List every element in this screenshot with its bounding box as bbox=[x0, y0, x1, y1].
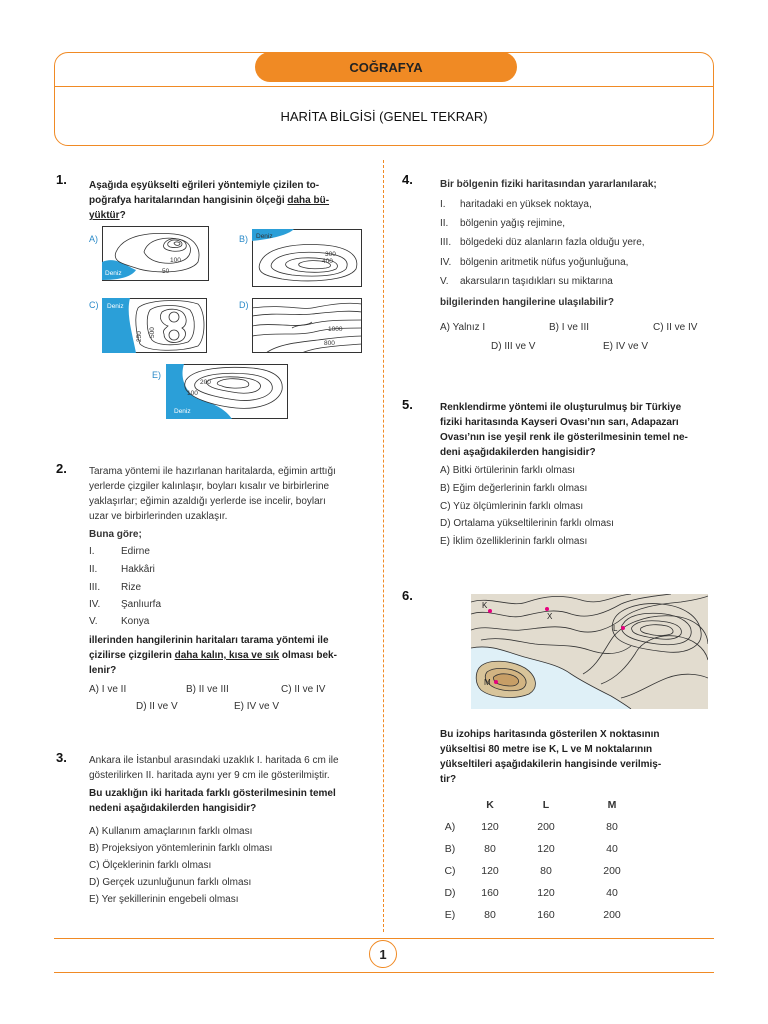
q6-table-cell: 120 bbox=[537, 843, 555, 855]
q3-choice-a[interactable]: A) Kullanım amaçlarının farklı olması bbox=[89, 826, 253, 837]
q6-table-row[interactable] bbox=[432, 882, 644, 904]
q1-stem-underline-2: yüktür bbox=[89, 210, 120, 221]
q4-choice-b[interactable]: B) I ve III bbox=[549, 322, 590, 333]
q5-ask-line: deni aşağıdakilerden hangisidir? bbox=[440, 447, 596, 458]
q1-c-sea-text: Deniz bbox=[107, 303, 124, 310]
q2-intro-line: yaklaşırlar; eğimin azaldığı yerlerde ise incelir, boyları bbox=[89, 496, 326, 507]
q5-ask-line: Ovası’nın ise yeşil renk ile gösterilmesinin temel ne- bbox=[440, 432, 688, 443]
q4-item-text: bölgenin aritmetik nüfus yoğunluğuna, bbox=[460, 257, 629, 268]
q1-stem-underline-1: daha bü- bbox=[287, 195, 330, 206]
q4-item-numeral: III. bbox=[440, 237, 452, 248]
q6-table-cell: 120 bbox=[537, 887, 555, 899]
q4-ask: bilgilerinden hangilerine ulaşılabilir? bbox=[440, 297, 614, 308]
q6-table-row[interactable] bbox=[432, 904, 644, 926]
topic-title: HARİTA BİLGİSİ (GENEL TEKRAR) bbox=[280, 109, 488, 124]
q6-table-row[interactable] bbox=[432, 816, 644, 838]
q6-ask-line: Bu izohips haritasında gösterilen X noktasının bbox=[440, 729, 660, 740]
q4-item-text: bölgenin yağış rejimine, bbox=[460, 218, 566, 229]
q1-number: 1. bbox=[56, 172, 67, 187]
q6-point-l-label: L bbox=[613, 624, 618, 633]
q6-table-cell: 120 bbox=[481, 865, 499, 877]
q4-item-text: akarsuların taşıdıkları su miktarına bbox=[460, 276, 613, 287]
q1-stem-line1: Aşağıda eşyükselti eğrileri yöntemiyle çizilen to- bbox=[89, 180, 320, 191]
q6-table-option: E) bbox=[444, 909, 456, 921]
q1-a-value-1: 100 bbox=[170, 257, 181, 264]
q4-item-numeral: I. bbox=[440, 199, 446, 210]
q6-table-header-row bbox=[432, 794, 644, 816]
q6-ask bbox=[440, 727, 708, 787]
q6-ask-line: tir? bbox=[440, 774, 457, 785]
q2-ask-line2 bbox=[89, 648, 361, 663]
q3-intro-line: Ankara ile İstanbul arasındaki uzaklık I. haritada 6 cm ile bbox=[89, 755, 339, 766]
q4-intro: Bir bölgenin fiziki haritasından yararlanılarak; bbox=[440, 179, 657, 190]
q3-intro-line: gösterilirken II. haritada aynı yer 9 cm ile gösterilmiştir. bbox=[89, 770, 330, 781]
q2-intro-line: yerlerde çizgiler kalınlaşır, boyları kısalır ve birbirlerine bbox=[89, 481, 330, 492]
q6-table-cell: 200 bbox=[603, 909, 621, 921]
q4-choice-e[interactable]: E) IV ve V bbox=[603, 341, 649, 352]
q6-point-l-marker bbox=[621, 626, 625, 630]
q1-e-value-1: 200 bbox=[200, 379, 211, 386]
column-divider bbox=[383, 160, 384, 932]
q2-choice-a[interactable]: A) I ve II bbox=[89, 684, 127, 695]
q6-number: 6. bbox=[402, 588, 413, 603]
q6-table-cell: 200 bbox=[603, 865, 621, 877]
q4-item-numeral: II. bbox=[440, 218, 449, 229]
q4-choice-a[interactable]: A) Yalnız I bbox=[440, 322, 486, 333]
q4-item-numeral: V. bbox=[440, 276, 449, 287]
q1-option-c-map[interactable] bbox=[102, 298, 207, 353]
q6-table-cell: 80 bbox=[484, 843, 496, 855]
q6-point-k-marker bbox=[488, 609, 492, 613]
q1-e-sea-text: Deniz bbox=[174, 408, 191, 415]
q2-ask-underline: daha kalın, kısa ve sık bbox=[174, 650, 280, 661]
q1-a-sea-text: Deniz bbox=[105, 270, 122, 277]
q1-stem-line2-text: poğrafya haritalarından hangisinin ölçeği bbox=[89, 195, 288, 206]
q3-ask-line: Bu uzaklığın iki haritada farklı gösterilmesinin temel bbox=[89, 788, 336, 799]
q6-table-header: K bbox=[486, 799, 494, 811]
q6-table-cell: 40 bbox=[606, 887, 618, 899]
q1-option-d-map[interactable] bbox=[252, 298, 362, 353]
q1-option-e-map[interactable] bbox=[166, 364, 288, 419]
q1-d-value-1: 1000 bbox=[328, 326, 343, 333]
subject-pill: COĞRAFYA bbox=[255, 52, 517, 82]
q2-item-numeral: III. bbox=[89, 582, 101, 593]
q6-table-option: B) bbox=[444, 843, 456, 855]
q5-number: 5. bbox=[402, 397, 413, 412]
q1-c-value-2: 500 bbox=[149, 327, 156, 338]
q4-number: 4. bbox=[402, 172, 413, 187]
q2-item-numeral: I. bbox=[89, 546, 95, 557]
q1-option-b-label[interactable]: B) bbox=[239, 234, 248, 244]
q2-item-numeral: V. bbox=[89, 616, 98, 627]
q1-option-c-label[interactable]: C) bbox=[89, 300, 99, 310]
q6-ask-line: yükseltisi 80 metre ise K, L ve M noktalarının bbox=[440, 744, 653, 755]
q2-intro-line: uzar ve birbirlerinden uzaklaşır. bbox=[89, 511, 228, 522]
q6-table-option: D) bbox=[444, 887, 456, 899]
q2-choice-e[interactable]: E) IV ve V bbox=[234, 701, 280, 712]
q6-table-cell: 40 bbox=[606, 843, 618, 855]
q1-e-value-2: 100 bbox=[187, 390, 198, 397]
q4-item-text: haritadaki en yüksek noktaya, bbox=[460, 199, 592, 210]
q1-c-value-1: 250 bbox=[136, 331, 143, 342]
q3-choice-e[interactable]: E) Yer şekillerinin engebeli olması bbox=[89, 894, 239, 905]
q4-choice-d[interactable]: D) III ve V bbox=[491, 341, 536, 352]
q2-ask bbox=[89, 633, 361, 678]
q5-ask-line: Renklendirme yöntemi ile oluşturulmuş bir Türkiye bbox=[440, 402, 682, 413]
q5-ask bbox=[440, 400, 708, 460]
q3-choice-b[interactable]: B) Projeksiyon yöntemlerinin farklı olması bbox=[89, 843, 273, 854]
q1-stem bbox=[89, 178, 359, 223]
q6-table-header bbox=[432, 794, 468, 816]
q6-point-x-label: X bbox=[547, 612, 553, 621]
q6-table-row[interactable] bbox=[432, 860, 644, 882]
q5-choice-e[interactable]: E) İklim özelliklerinin farklı olması bbox=[440, 536, 588, 547]
q6-ask-line: yükseltileri aşağıdakilerin hangisinde verilmiş- bbox=[440, 759, 662, 770]
q6-isohypse-map bbox=[471, 594, 708, 709]
q1-b-value-2: 400 bbox=[322, 258, 333, 265]
q3-choice-c[interactable]: C) Ölçeklerinin farklı olması bbox=[89, 860, 212, 871]
q3-number: 3. bbox=[56, 750, 67, 765]
q1-option-d-label[interactable]: D) bbox=[239, 300, 249, 310]
q6-table-header: L bbox=[542, 799, 550, 811]
q5-choice-c[interactable]: C) Yüz ölçümlerinin farklı olması bbox=[440, 501, 584, 512]
q6-table-cell: 200 bbox=[537, 821, 555, 833]
header-divider bbox=[55, 86, 713, 87]
q1-option-a-map[interactable] bbox=[102, 226, 209, 281]
q4-item-text: bölgedeki düz alanların fazla olduğu yere, bbox=[460, 237, 645, 248]
q6-table-cell: 160 bbox=[481, 887, 499, 899]
q2-item-text: Şanlıurfa bbox=[121, 599, 162, 610]
q3-ask-line: nedeni aşağıdakilerden hangisidir? bbox=[89, 803, 257, 814]
q3-choice-d[interactable]: D) Gerçek uzunluğunun farklı olması bbox=[89, 877, 252, 888]
q1-a-value-2: 50 bbox=[162, 268, 170, 275]
q6-answer-table bbox=[432, 794, 644, 926]
q1-option-b-map[interactable] bbox=[252, 229, 362, 287]
q4-choice-c[interactable]: C) II ve IV bbox=[653, 322, 698, 333]
q6-table-cell: 80 bbox=[540, 865, 552, 877]
q6-table-header: M bbox=[607, 799, 617, 811]
q6-table-cell: 80 bbox=[484, 909, 496, 921]
q6-point-m-label: M bbox=[484, 678, 491, 687]
q2-number: 2. bbox=[56, 461, 67, 476]
q2-choice-d[interactable]: D) II ve V bbox=[136, 701, 178, 712]
footer-bottom-line bbox=[54, 972, 714, 973]
q2-item-text: Konya bbox=[121, 616, 150, 627]
q5-choice-d[interactable]: D) Ortalama yükseltilerinin farklı olması bbox=[440, 518, 614, 529]
q1-stem-line3 bbox=[89, 208, 359, 223]
q6-point-k-label: K bbox=[482, 601, 488, 610]
q1-option-a-label[interactable]: A) bbox=[89, 234, 98, 244]
q6-table-cell: 120 bbox=[481, 821, 499, 833]
q1-d-value-2: 800 bbox=[324, 340, 335, 347]
q2-item-text: Edirne bbox=[121, 546, 150, 557]
q5-ask-line: fiziki haritasında Kayseri Ovası’nın sarı, Adapazarı bbox=[440, 417, 679, 428]
q2-ask-text: çizilirse çizgilerin bbox=[89, 650, 175, 661]
q1-b-value-1: 300 bbox=[325, 251, 336, 258]
q5-choice-a[interactable]: A) Bitki örtülerinin farklı olması bbox=[440, 465, 576, 476]
q1-stem-end: ? bbox=[119, 210, 126, 221]
q6-table-cell: 160 bbox=[537, 909, 555, 921]
q2-item-numeral: II. bbox=[89, 564, 98, 575]
q3-ask bbox=[89, 786, 361, 816]
q2-intro bbox=[89, 464, 359, 524]
q2-ask-line1: illerinden hangilerinin haritaları tarama yöntemi ile bbox=[89, 635, 329, 646]
q2-ask-text-2: olması bek- bbox=[279, 650, 337, 661]
q1-stem-line2 bbox=[89, 193, 359, 208]
q2-ask-line3: lenir? bbox=[89, 665, 117, 676]
q6-point-x-marker bbox=[545, 607, 549, 611]
q2-item-text: Hakkâri bbox=[121, 564, 155, 575]
page-number: 1 bbox=[369, 940, 397, 968]
q2-lead: Buna göre; bbox=[89, 529, 142, 540]
q6-table-option: C) bbox=[444, 865, 456, 877]
q6-table-cell: 80 bbox=[606, 821, 618, 833]
q2-choice-c[interactable]: C) II ve IV bbox=[281, 684, 326, 695]
q5-choice-b[interactable]: B) Eğim değerlerinin farklı olması bbox=[440, 483, 588, 494]
footer-top-line bbox=[54, 938, 714, 939]
q3-intro bbox=[89, 753, 361, 783]
q1-b-sea-text: Deniz bbox=[256, 233, 273, 240]
q2-intro-line: Tarama yöntemi ile hazırlanan haritalarda, eğimin arttığı bbox=[89, 466, 336, 477]
q6-table-row[interactable] bbox=[432, 838, 644, 860]
q2-choice-b[interactable]: B) II ve III bbox=[186, 684, 229, 695]
q2-item-text: Rize bbox=[121, 582, 142, 593]
q2-item-numeral: IV. bbox=[89, 599, 101, 610]
q1-option-e-label[interactable]: E) bbox=[152, 370, 161, 380]
q6-point-m-marker bbox=[494, 680, 498, 684]
header-box bbox=[54, 52, 714, 146]
q6-table-option: A) bbox=[444, 821, 456, 833]
q4-item-numeral: IV. bbox=[440, 257, 452, 268]
